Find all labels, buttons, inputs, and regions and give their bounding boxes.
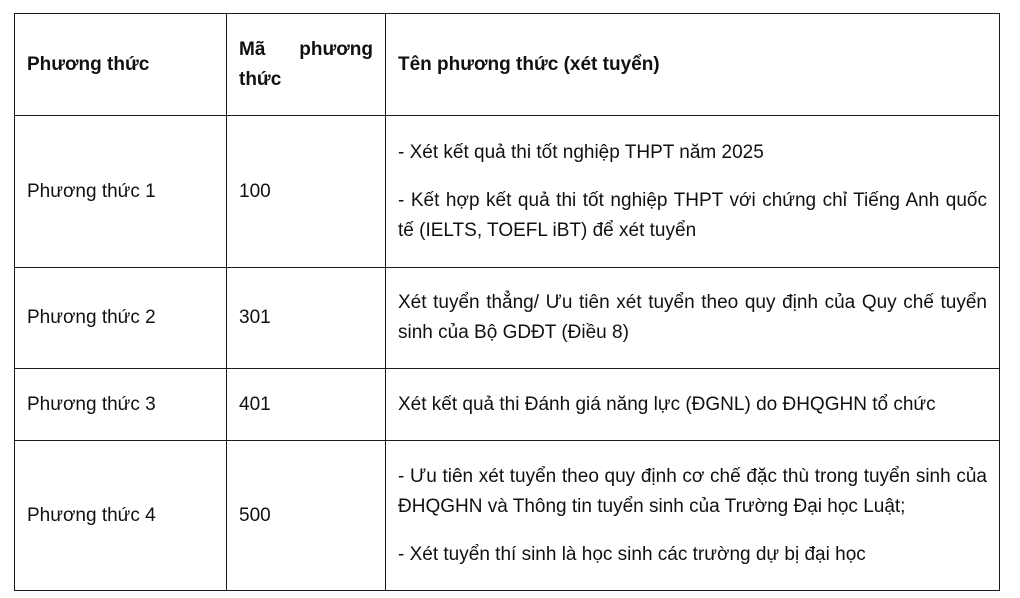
description-line: - Ưu tiên xét tuyển theo quy định cơ chế đặc thù trong tuyển sinh của ĐHQGHN và Thông tin tuyển sinh của Trường Đại học Luật; (398, 465, 987, 517)
description-line: - Xét tuyển thí sinh là học sinh các trường dự bị đại học (398, 543, 866, 565)
header-method: Phương thức (15, 14, 227, 116)
description-cell (386, 116, 1000, 268)
header-code-part3: thức (239, 68, 282, 90)
code-cell: 401 (227, 369, 386, 441)
method-cell: Phương thức 2 (15, 268, 227, 369)
admission-methods-table (14, 13, 1000, 591)
description-line: Xét tuyển thẳng/ Ưu tiên xét tuyển theo quy định của Quy chế tuyển sinh của Bộ GDĐT (Điều 8) (398, 292, 987, 343)
description-line: - Xét kết quả thi tốt nghiệp THPT năm 2025 (398, 141, 764, 163)
table-row (15, 369, 1000, 441)
header-code (227, 14, 386, 116)
description-cell (386, 268, 1000, 369)
description-cell (386, 441, 1000, 591)
code-cell: 301 (227, 268, 386, 369)
header-code-part1: Mã (239, 38, 266, 60)
header-code-part2: phương (299, 38, 373, 60)
description-cell (386, 369, 1000, 441)
code-cell: 500 (227, 441, 386, 591)
method-cell: Phương thức 1 (15, 116, 227, 268)
table-row (15, 268, 1000, 369)
method-cell: Phương thức 3 (15, 369, 227, 441)
table-header-row (15, 14, 1000, 116)
description-line: Xét kết quả thi Đánh giá năng lực (ĐGNL) do ĐHQGHN tổ chức (398, 393, 936, 415)
description-line: - Kết hợp kết quả thi tốt nghiệp THPT với chứng chỉ Tiếng Anh quốc tế (IELTS, TOEFL iBT) để xét tuyển (398, 189, 987, 241)
header-name: Tên phương thức (xét tuyển) (386, 14, 1000, 116)
code-cell: 100 (227, 116, 386, 268)
table-row (15, 116, 1000, 268)
method-cell: Phương thức 4 (15, 441, 227, 591)
table-row (15, 441, 1000, 591)
